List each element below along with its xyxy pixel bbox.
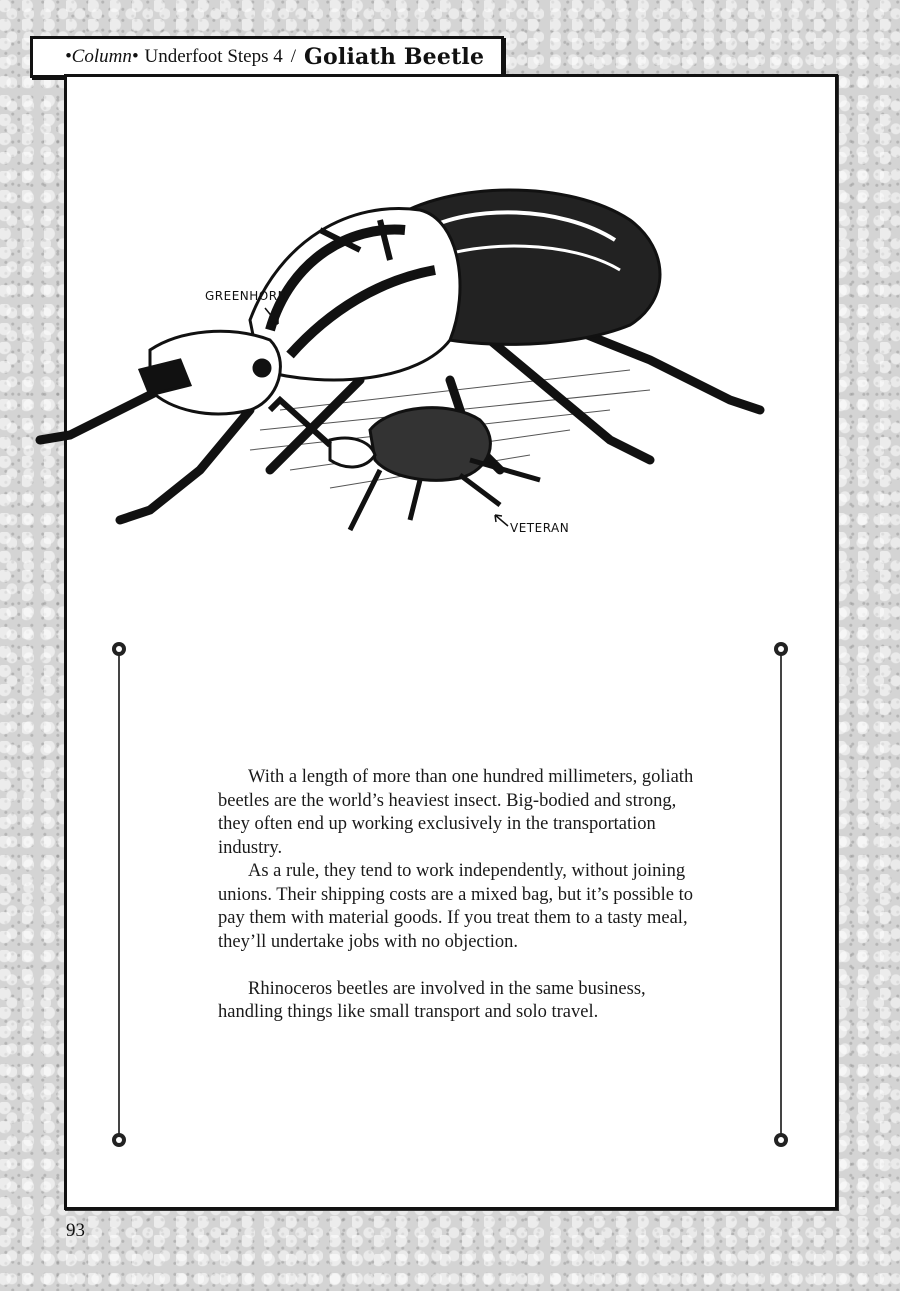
beetle-illustration: [30, 110, 765, 550]
paragraph: As a rule, they tend to work independently, without joining unions. Their shipping costs are a mixed bag, but it’s possible to pay them with material goods. If you treat them to a tasty meal, they’ll undertake jobs with no objection.: [218, 861, 693, 952]
column-label: •Column•: [65, 46, 139, 67]
header-separator: /: [290, 46, 297, 67]
frame-curl-icon: [112, 642, 126, 656]
greenhorn-label: GREENHORN: [205, 289, 288, 303]
body-text: [218, 766, 708, 1025]
page-title: Goliath Beetle: [304, 44, 485, 70]
series-name: Underfoot Steps 4: [144, 46, 283, 67]
paragraph: With a length of more than one hundred millimeters, goliath beetles are the world’s heaviest insect. Big-bodied and strong, they often end up working exclusively in the transportation industry.: [218, 767, 694, 858]
frame-bar-left: [118, 652, 120, 1137]
column-header: [30, 36, 504, 78]
veteran-label: VETERAN: [510, 521, 570, 535]
veteran-arrow: [495, 515, 508, 526]
frame-curl-icon: [774, 1133, 788, 1147]
frame-bar-right: [780, 652, 782, 1137]
frame-curl-icon: [774, 642, 788, 656]
frame-curl-icon: [112, 1133, 126, 1147]
page-number: 93: [66, 1220, 85, 1241]
paragraph: Rhinoceros beetles are involved in the same business, handling things like small transport and solo travel.: [218, 978, 646, 1022]
